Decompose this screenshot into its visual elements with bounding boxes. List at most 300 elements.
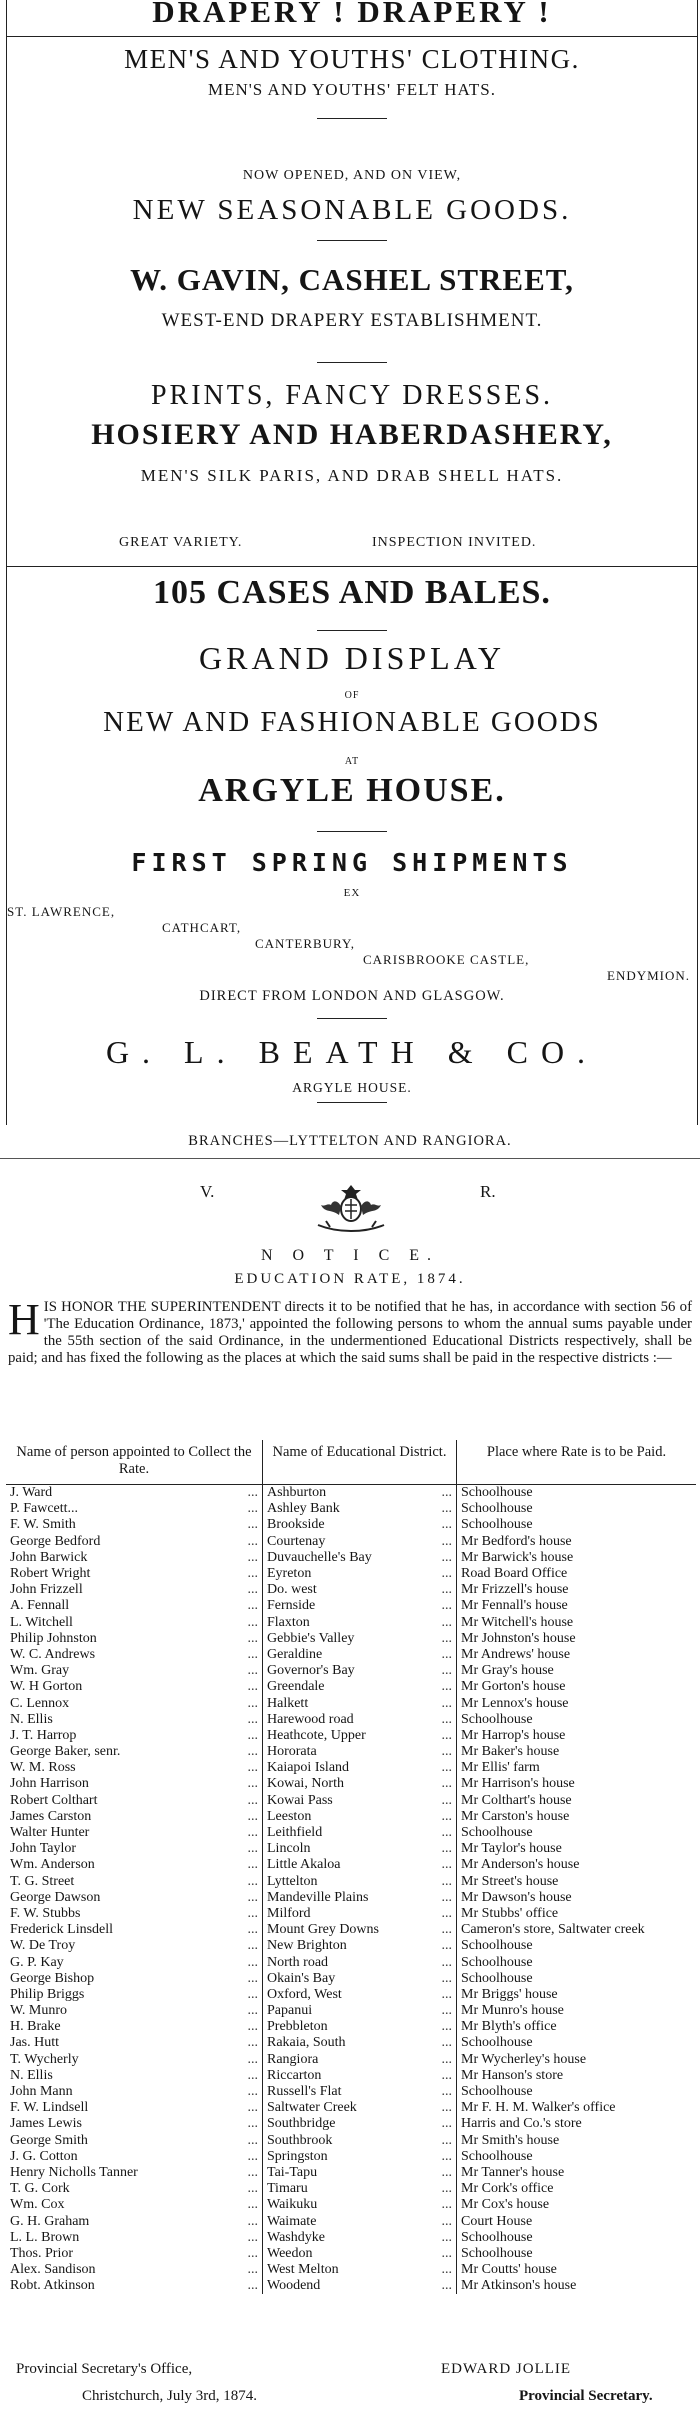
dot-leader: ... — [441, 2164, 452, 2180]
payment-place: Schoolhouse — [461, 2229, 533, 2245]
dot-leader: ... — [247, 1711, 258, 1727]
district-name: Washdyke — [267, 2229, 325, 2245]
notice-heading: N O T I C E. — [260, 1247, 440, 1264]
table-row — [6, 2181, 696, 2197]
payment-place: Schoolhouse — [461, 1485, 533, 1501]
r-initial: R. — [480, 1182, 496, 1201]
collector-name: T. G. Cork — [10, 2181, 70, 2197]
district-name: Rakaia, South — [267, 2035, 346, 2051]
table-row — [6, 1582, 696, 1598]
collector-name: George Bishop — [10, 1970, 95, 1986]
dot-leader: ... — [441, 1711, 452, 1727]
dot-leader: ... — [247, 2164, 258, 2180]
payment-place: Harris and Co.'s store — [461, 2116, 582, 2132]
collector-name: W. De Troy — [10, 1938, 76, 1954]
dot-leader: ... — [247, 2148, 258, 2164]
payment-place: Schoolhouse — [461, 1517, 533, 1533]
footer-signatory: EDWARD JOLLIE — [441, 2361, 572, 2377]
collector-name: Robert Colthart — [10, 1792, 98, 1808]
dot-leader: ... — [441, 1808, 452, 1824]
table-row — [6, 2230, 696, 2246]
district-name: Leeston — [267, 1808, 312, 1824]
district-name: Harewood road — [267, 1711, 354, 1727]
table-row — [6, 1550, 696, 1566]
silk-hats-line: MEN'S SILK PARIS, AND DRAB SHELL HATS. — [140, 466, 564, 485]
payment-place: Mr Colthart's house — [461, 1792, 572, 1808]
district-name: Mount Grey Downs — [267, 1922, 379, 1938]
fashionable-goods-heading: NEW AND FASHIONABLE GOODS — [103, 706, 601, 738]
drop-cap: H — [8, 1295, 40, 1344]
table-row — [6, 1566, 696, 1582]
district-name: Lyttelton — [267, 1873, 318, 1889]
payment-place: Mr Gorton's house — [461, 1679, 566, 1695]
payment-place: Schoolhouse — [461, 1711, 533, 1727]
table-row — [6, 1712, 696, 1728]
district-name: Hororata — [267, 1744, 317, 1760]
collector-name: P. Fawcett... — [10, 1501, 79, 1517]
collector-name: W. Munro — [10, 2003, 68, 2019]
dot-leader: ... — [247, 2051, 258, 2067]
district-name: Waimate — [267, 2213, 317, 2229]
dot-leader: ... — [441, 1922, 452, 1938]
dot-leader: ... — [441, 1857, 452, 1873]
table-row — [6, 1890, 696, 1906]
education-rate-subheading: EDUCATION RATE, 1874. — [234, 1271, 466, 1287]
district-name: Flaxton — [267, 1614, 310, 1630]
collector-name: N. Ellis — [10, 2067, 53, 2083]
dot-leader: ... — [441, 1663, 452, 1679]
district-name: New Brighton — [267, 1938, 347, 1954]
great-variety: GREAT VARIETY. — [119, 535, 243, 550]
collector-name: T. Wycherly — [10, 2051, 79, 2067]
collector-name: C. Lennox — [10, 1695, 70, 1711]
payment-place: Road Board Office — [461, 1566, 568, 1582]
district-name: Woodend — [267, 2278, 321, 2294]
table-row — [6, 1793, 696, 1809]
dot-leader: ... — [441, 1792, 452, 1808]
collector-name: Philip Johnston — [10, 1630, 97, 1646]
dot-leader: ... — [247, 1549, 258, 1565]
collector-name: F. W. Stubbs — [10, 1905, 81, 1921]
table-row — [6, 2019, 696, 2035]
payment-place: Schoolhouse — [461, 1970, 533, 1986]
dot-leader: ... — [441, 2116, 452, 2132]
payment-place: Schoolhouse — [461, 1938, 533, 1954]
dot-leader: ... — [247, 1582, 258, 1598]
payment-place: Mr Witchell's house — [461, 1614, 574, 1630]
dot-leader: ... — [441, 1533, 452, 1549]
payment-place: Mr Cox's house — [461, 2197, 550, 2213]
now-opened-line: NOW OPENED, AND ON VIEW, — [242, 168, 462, 183]
short-divider — [317, 831, 387, 832]
short-divider — [317, 362, 387, 363]
dot-leader: ... — [441, 2229, 452, 2245]
dot-leader: ... — [247, 2003, 258, 2019]
collector-name: H. Brake — [10, 2019, 61, 2035]
table-row — [6, 1728, 696, 1744]
collector-name: John Harrison — [10, 1776, 89, 1792]
district-name: West Melton — [267, 2262, 339, 2278]
dot-leader: ... — [441, 2181, 452, 2197]
collector-name: Wm. Anderson — [10, 1857, 95, 1873]
table-row — [6, 1922, 696, 1938]
payment-place: Mr Hanson's store — [461, 2067, 564, 2083]
dot-leader: ... — [247, 1614, 258, 1630]
dot-leader: ... — [247, 1679, 258, 1695]
collector-name: James Lewis — [10, 2116, 82, 2132]
table-row — [6, 2100, 696, 2116]
payment-place: Mr Atkinson's house — [461, 2278, 577, 2294]
table-row — [6, 1615, 696, 1631]
payment-place: Schoolhouse — [461, 1501, 533, 1517]
short-divider — [317, 240, 387, 241]
district-name: Do. west — [267, 1582, 317, 1598]
dot-leader: ... — [441, 1954, 452, 1970]
collector-name: N. Ellis — [10, 1711, 53, 1727]
dot-leader: ... — [441, 1727, 452, 1743]
dot-leader: ... — [247, 1841, 258, 1857]
dot-leader: ... — [247, 1695, 258, 1711]
district-name: Fernside — [267, 1598, 316, 1614]
table-row — [6, 1485, 696, 1502]
payment-place: Cameron's store, Saltwater creek — [461, 1922, 645, 1938]
collector-name: Wm. Cox — [10, 2197, 65, 2213]
dot-leader: ... — [247, 2229, 258, 2245]
district-name: Heathcote, Upper — [267, 1727, 366, 1743]
district-name: Papanui — [267, 2003, 313, 2019]
payment-place: Mr Coutts' house — [461, 2262, 557, 2278]
collector-name: Wm. Gray — [10, 1663, 70, 1679]
dot-leader: ... — [441, 2132, 452, 2148]
dot-leader: ... — [247, 1776, 258, 1792]
district-name: Kowai, North — [267, 1776, 344, 1792]
dot-leader: ... — [441, 1614, 452, 1630]
drapery-advertisement — [6, 0, 698, 1125]
payment-place: Mr Taylor's house — [461, 1841, 562, 1857]
dot-leader: ... — [441, 1517, 452, 1533]
payment-place: Schoolhouse — [461, 2084, 533, 2100]
district-name: Tai-Tapu — [267, 2164, 318, 2180]
table-row — [6, 1598, 696, 1614]
collector-name: George Smith — [10, 2132, 88, 2148]
dot-leader: ... — [441, 1582, 452, 1598]
table-row — [6, 1679, 696, 1695]
collector-name: F. W. Lindsell — [10, 2100, 89, 2116]
column-header-collector: Name of person appointed to Collect the Rate. — [6, 1440, 263, 1485]
argyle-house-sub: ARGYLE HOUSE. — [292, 1080, 412, 1095]
dot-leader: ... — [441, 1760, 452, 1776]
dot-leader: ... — [441, 1501, 452, 1517]
collector-name: John Frizzell — [10, 1582, 83, 1598]
dot-leader: ... — [441, 1873, 452, 1889]
district-name: Lincoln — [267, 1841, 311, 1857]
dot-leader: ... — [247, 1630, 258, 1646]
collector-name: A. Fennall — [10, 1598, 70, 1614]
dot-leader: ... — [247, 1873, 258, 1889]
table-row — [6, 1517, 696, 1533]
payment-place: Court House — [461, 2213, 533, 2229]
table-row — [6, 1857, 696, 1873]
dot-leader: ... — [247, 1905, 258, 1921]
dot-leader: ... — [441, 2100, 452, 2116]
dot-leader: ... — [441, 2035, 452, 2051]
direct-from-line: DIRECT FROM LONDON AND GLASGOW. — [199, 988, 505, 1004]
table-row — [6, 1874, 696, 1890]
dot-leader: ... — [441, 1598, 452, 1614]
collector-name: W. M. Ross — [10, 1760, 76, 1776]
table-header-row — [6, 1440, 696, 1485]
collector-name: John Taylor — [10, 1841, 77, 1857]
dot-leader: ... — [441, 2067, 452, 2083]
table-row — [6, 2084, 696, 2100]
dot-leader: ... — [441, 2262, 452, 2278]
dot-leader: ... — [247, 2084, 258, 2100]
dot-leader: ... — [247, 2213, 258, 2229]
dot-leader: ... — [247, 1889, 258, 1905]
collector-name: J. G. Cotton — [10, 2148, 78, 2164]
gavin-heading: W. GAVIN, CASHEL STREET, — [130, 262, 574, 297]
collector-name: G. H. Graham — [10, 2213, 90, 2229]
table-row — [6, 1647, 696, 1663]
district-name: Waikuku — [267, 2197, 318, 2213]
dot-leader: ... — [441, 2213, 452, 2229]
dot-leader: ... — [247, 2278, 258, 2294]
table-row — [6, 1938, 696, 1954]
payment-place: Mr Baker's house — [461, 1744, 560, 1760]
short-divider — [317, 118, 387, 119]
table-row — [6, 2068, 696, 2084]
divider — [7, 566, 697, 567]
dot-leader: ... — [247, 2035, 258, 2051]
dot-leader: ... — [247, 2181, 258, 2197]
dot-leader: ... — [247, 2067, 258, 2083]
payment-place: Mr Anderson's house — [461, 1857, 580, 1873]
dot-leader: ... — [247, 1598, 258, 1614]
collector-name: L. L. Brown — [10, 2229, 80, 2245]
column-header-place: Place where Rate is to be Paid. — [457, 1440, 697, 1485]
collector-name: Walter Hunter — [10, 1825, 90, 1841]
collector-name: Thos. Prior — [10, 2245, 73, 2261]
district-name: Southbrook — [267, 2132, 333, 2148]
dot-leader: ... — [441, 2051, 452, 2067]
table-row — [6, 1760, 696, 1776]
district-name: Gebbie's Valley — [267, 1630, 355, 1646]
district-name: Saltwater Creek — [267, 2100, 357, 2116]
district-name: Rangiora — [267, 2051, 319, 2067]
at-label: AT — [344, 756, 360, 767]
collector-name: W. H Gorton — [10, 1679, 83, 1695]
short-divider — [317, 630, 387, 631]
ship-endymion: ENDYMION. — [607, 968, 691, 983]
table-row — [6, 1663, 696, 1679]
dot-leader: ... — [247, 2100, 258, 2116]
collector-name: J. Ward — [10, 1485, 53, 1501]
dot-leader: ... — [441, 1695, 452, 1711]
payment-place: Mr Gray's house — [461, 1663, 554, 1679]
collector-name: John Mann — [10, 2084, 73, 2100]
ship-cathcart: CATHCART, — [162, 920, 242, 935]
table-row — [6, 2197, 696, 2213]
felt-hats-line: MEN'S AND YOUTHS' FELT HATS. — [207, 80, 497, 99]
dot-leader: ... — [247, 1663, 258, 1679]
payment-place: Mr Fennall's house — [461, 1598, 568, 1614]
table-row — [6, 1695, 696, 1711]
dot-leader: ... — [441, 1744, 452, 1760]
dot-leader: ... — [441, 2278, 452, 2294]
table-row — [6, 2213, 696, 2229]
table-row — [6, 2246, 696, 2262]
district-name: Ashley Bank — [267, 1501, 340, 1517]
table-row — [6, 1534, 696, 1550]
table-row — [6, 1501, 696, 1517]
payment-place: Mr Johnston's house — [461, 1630, 576, 1646]
district-name: Russell's Flat — [267, 2084, 342, 2100]
beath-heading: G. L. BEATH & CO. — [105, 1034, 599, 1070]
footer-signatory-title: Provincial Secretary. — [519, 2388, 653, 2404]
payment-place: Mr Munro's house — [461, 2003, 564, 2019]
dot-leader: ... — [247, 1808, 258, 1824]
table-row — [6, 1631, 696, 1647]
dot-leader: ... — [441, 1825, 452, 1841]
district-name: Brookside — [267, 1517, 325, 1533]
payment-place: Schoolhouse — [461, 2245, 533, 2261]
table-row — [6, 1825, 696, 1841]
district-name: Geraldine — [267, 1646, 323, 1662]
payment-place: Mr Andrews' house — [461, 1646, 571, 1662]
payment-place: Mr Street's house — [461, 1873, 559, 1889]
dot-leader: ... — [441, 2019, 452, 2035]
v-initial: V. — [200, 1182, 215, 1201]
payment-place: Mr Cork's office — [461, 2181, 554, 2197]
payment-place: Mr Dawson's house — [461, 1889, 572, 1905]
dot-leader: ... — [247, 1485, 258, 1501]
payment-place: Mr Bedford's house — [461, 1533, 572, 1549]
district-name: Prebbleton — [267, 2019, 328, 2035]
dot-leader: ... — [247, 2262, 258, 2278]
dot-leader: ... — [247, 1744, 258, 1760]
dot-leader: ... — [441, 1905, 452, 1921]
table-row — [6, 2003, 696, 2019]
payment-place: Mr Tanner's house — [461, 2164, 565, 2180]
dot-leader: ... — [441, 1938, 452, 1954]
district-name: Weedon — [267, 2245, 313, 2261]
collector-name: Philip Briggs — [10, 1986, 85, 2002]
footer-place-date: Christchurch, July 3rd, 1874. — [82, 2388, 257, 2404]
ship-canterbury: CANTERBURY, — [255, 936, 355, 951]
table-row — [6, 2278, 696, 2294]
payment-place: Mr Lennox's house — [461, 1695, 569, 1711]
dot-leader: ... — [441, 1776, 452, 1792]
dot-leader: ... — [247, 1533, 258, 1549]
dot-leader: ... — [441, 1889, 452, 1905]
dot-leader: ... — [247, 1501, 258, 1517]
payment-place: Schoolhouse — [461, 2148, 533, 2164]
dot-leader: ... — [247, 1727, 258, 1743]
intro-text: IS HONOR THE SUPERINTENDENT directs it to be notified that he has, in accordance with section 56 of 'The Education Ordinance, 1873,' appointed the following persons to whom the annual sums payable under the 55th section of the said Ordinance, in the undermentioned Educational Districts respectively, shall be paid; and has fixed the following as the places at which the said sums shall be paid in the respective districts :— — [8, 1299, 692, 1366]
district-name: Okain's Bay — [267, 1970, 336, 1986]
dot-leader: ... — [247, 1970, 258, 1986]
clothing-heading: MEN'S AND YOUTHS' CLOTHING. — [124, 44, 580, 74]
table-row — [6, 1841, 696, 1857]
cases-heading: 105 CASES AND BALES. — [153, 574, 551, 611]
dot-leader: ... — [441, 2003, 452, 2019]
table-row — [6, 2052, 696, 2068]
dot-leader: ... — [441, 1841, 452, 1857]
district-name: Ashburton — [267, 1485, 327, 1501]
table-row — [6, 2035, 696, 2051]
payment-place: Mr Ellis' farm — [461, 1760, 540, 1776]
grand-display-heading: GRAND DISPLAY — [199, 640, 505, 676]
short-divider — [317, 1102, 387, 1103]
table-row — [6, 1906, 696, 1922]
argyle-house-heading: ARGYLE HOUSE. — [198, 772, 506, 809]
divider — [7, 36, 697, 37]
district-name: Little Akaloa — [267, 1857, 341, 1873]
collector-name: Robert Wright — [10, 1566, 91, 1582]
collector-name: James Carston — [10, 1808, 92, 1824]
table-row — [6, 1809, 696, 1825]
dot-leader: ... — [441, 1986, 452, 2002]
collector-name: L. Witchell — [10, 1614, 73, 1630]
dot-leader: ... — [441, 1485, 452, 1501]
ex-label: EX — [343, 887, 361, 899]
payment-place: Schoolhouse — [461, 1954, 533, 1970]
payment-place: Mr F. H. M. Walker's office — [461, 2100, 616, 2116]
district-name: Leithfield — [267, 1825, 323, 1841]
dot-leader: ... — [441, 1549, 452, 1565]
dot-leader: ... — [247, 1857, 258, 1873]
payment-place: Mr Harrop's house — [461, 1727, 566, 1743]
district-name: Timaru — [267, 2181, 308, 2197]
dot-leader: ... — [441, 1679, 452, 1695]
table-row — [6, 2262, 696, 2278]
inspection-invited: INSPECTION INVITED. — [372, 535, 537, 550]
royal-coat-of-arms-icon — [312, 1181, 390, 1233]
dot-leader: ... — [247, 1954, 258, 1970]
prints-heading: PRINTS, FANCY DRESSES. — [150, 380, 554, 411]
education-notice — [0, 1135, 700, 2411]
collector-name: G. P. Kay — [10, 1954, 64, 1970]
district-name: Milford — [267, 1905, 311, 1921]
dot-leader: ... — [247, 2197, 258, 2213]
dot-leader: ... — [441, 2245, 452, 2261]
payment-place: Mr Stubbs' office — [461, 1905, 559, 1921]
table-row — [6, 1776, 696, 1792]
district-name: Eyreton — [267, 1566, 312, 1582]
collector-name: George Baker, senr. — [10, 1744, 121, 1760]
dot-leader: ... — [247, 1792, 258, 1808]
dot-leader: ... — [247, 2019, 258, 2035]
table-row — [6, 2116, 696, 2132]
collector-name: Robt. Atkinson — [10, 2278, 95, 2294]
collector-name: W. C. Andrews — [10, 1646, 96, 1662]
district-name: Courtenay — [267, 1533, 326, 1549]
dot-leader: ... — [247, 1517, 258, 1533]
headline-drapery: DRAPERY ! DRAPERY ! — [152, 0, 552, 29]
district-name: Springston — [267, 2148, 328, 2164]
dot-leader: ... — [247, 1760, 258, 1776]
dot-leader: ... — [247, 2245, 258, 2261]
payment-place: Mr Frizzell's house — [461, 1582, 569, 1598]
table-row — [6, 2133, 696, 2149]
of-label: OF — [344, 690, 360, 701]
collector-name: Frederick Linsdell — [10, 1922, 114, 1938]
payment-place: Mr Harrison's house — [461, 1776, 575, 1792]
district-name: Kowai Pass — [267, 1792, 333, 1808]
dot-leader: ... — [247, 1566, 258, 1582]
dot-leader: ... — [247, 1646, 258, 1662]
dot-leader: ... — [441, 2148, 452, 2164]
